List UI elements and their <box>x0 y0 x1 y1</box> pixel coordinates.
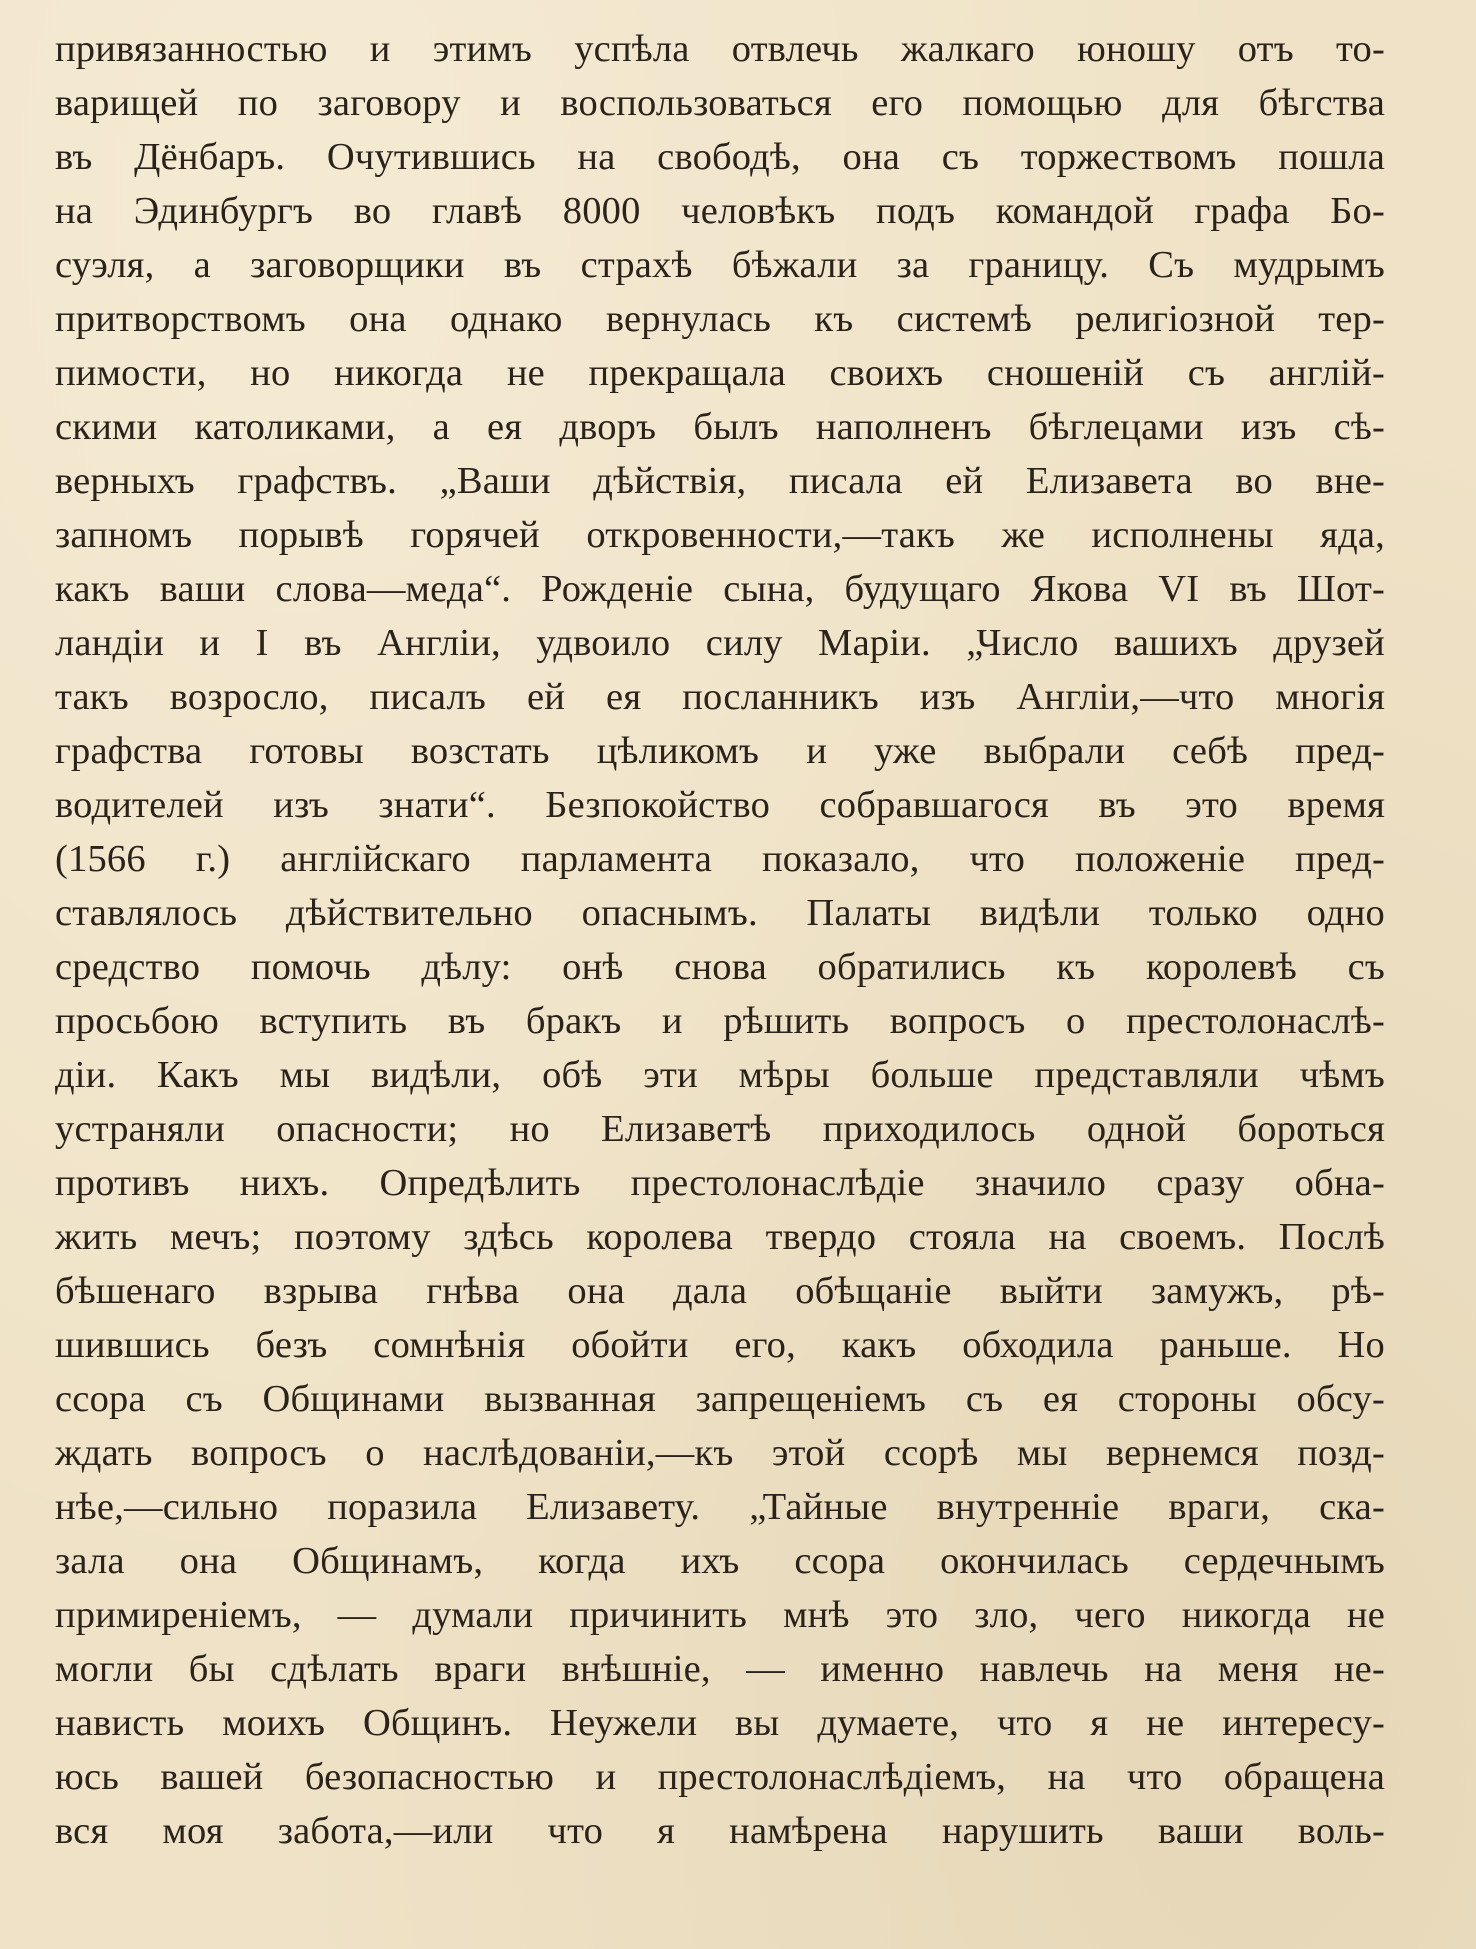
text-line: нависть моихъ Общинъ. Неужели вы думаете, что я не интересу- <box>55 1702 1385 1744</box>
text-line: какъ ваши слова—меда“. Рожденіе сына, будущаго Якова VI въ Шот- <box>55 568 1385 610</box>
text-line: такъ возросло, писалъ ей ея посланникъ изъ Англіи,—что многія <box>55 676 1385 718</box>
text-line: привязанностью и этимъ успѣла отвлечь жалкаго юношу отъ то- <box>55 28 1385 70</box>
text-line: водителей изъ знати“. Безпокойство собравшагося въ это время <box>55 784 1385 826</box>
text-line: средство помочь дѣлу: онѣ снова обратились къ королевѣ съ <box>55 946 1385 988</box>
text-line: могли бы сдѣлать враги внѣшніе, — именно навлечь на меня не- <box>55 1648 1385 1690</box>
text-line: графства готовы возстать цѣликомъ и уже выбрали себѣ пред- <box>55 730 1385 772</box>
body-text <box>55 22 1385 1858</box>
text-line: жить мечъ; поэтому здѣсь королева твердо стояла на своемъ. Послѣ <box>55 1216 1385 1258</box>
text-line: вся моя забота,—или что я намѣрена нарушить ваши воль- <box>55 1810 1385 1852</box>
text-line: запномъ порывѣ горячей откровенности,—такъ же исполнены яда, <box>55 514 1385 556</box>
text-line: устраняли опасности; но Елизаветѣ приходилось одной бороться <box>55 1108 1385 1150</box>
text-line: нѣе,—сильно поразила Елизавету. „Тайные внутренніе враги, ска- <box>55 1486 1385 1528</box>
text-line: скими католиками, а ея дворъ былъ наполненъ бѣглецами изъ сѣ- <box>55 406 1385 448</box>
text-line: просьбою вступить въ бракъ и рѣшить вопросъ о престолонаслѣ- <box>55 1000 1385 1042</box>
text-line: (1566 г.) англійскаго парламента показало, что положеніе пред- <box>55 838 1385 880</box>
text-line: на Эдинбургъ во главѣ 8000 человѣкъ подъ командой графа Бо- <box>55 190 1385 232</box>
text-line: юсь вашей безопасностью и престолонаслѣдіемъ, на что обращена <box>55 1756 1385 1798</box>
text-line: шившись безъ сомнѣнія обойти его, какъ обходила раньше. Но <box>55 1324 1385 1366</box>
text-line: въ Дёнбаръ. Очутившись на свободѣ, она съ торжествомъ пошла <box>55 136 1385 178</box>
text-line: ссора съ Общинами вызванная запрещеніемъ съ ея стороны обсу- <box>55 1378 1385 1420</box>
text-line: противъ нихъ. Опредѣлить престолонаслѣдіе значило сразу обна- <box>55 1162 1385 1204</box>
text-line: ставлялось дѣйствительно опаснымъ. Палаты видѣли только одно <box>55 892 1385 934</box>
text-line: бѣшенаго взрыва гнѣва она дала обѣщаніе выйти замужъ, рѣ- <box>55 1270 1385 1312</box>
text-line: діи. Какъ мы видѣли, обѣ эти мѣры больше представляли чѣмъ <box>55 1054 1385 1096</box>
text-line: суэля, а заговорщики въ страхѣ бѣжали за границу. Съ мудрымъ <box>55 244 1385 286</box>
text-line: ландіи и I въ Англіи, удвоило силу Маріи. „Число вашихъ друзей <box>55 622 1385 664</box>
text-line: зала она Общинамъ, когда ихъ ссора окончилась сердечнымъ <box>55 1540 1385 1582</box>
text-line: варищей по заговору и воспользоваться его помощью для бѣгства <box>55 82 1385 124</box>
text-line: верныхъ графствъ. „Ваши дѣйствія, писала ей Елизавета во вне- <box>55 460 1385 502</box>
text-line: притворствомъ она однако вернулась къ системѣ религіозной тер- <box>55 298 1385 340</box>
text-line: ждать вопросъ о наслѣдованіи,—къ этой ссорѣ мы вернемся позд- <box>55 1432 1385 1474</box>
text-line: пимости, но никогда не прекращала своихъ сношеній съ англій- <box>55 352 1385 394</box>
text-line: примиреніемъ, — думали причинить мнѣ это зло, чего никогда не <box>55 1594 1385 1636</box>
